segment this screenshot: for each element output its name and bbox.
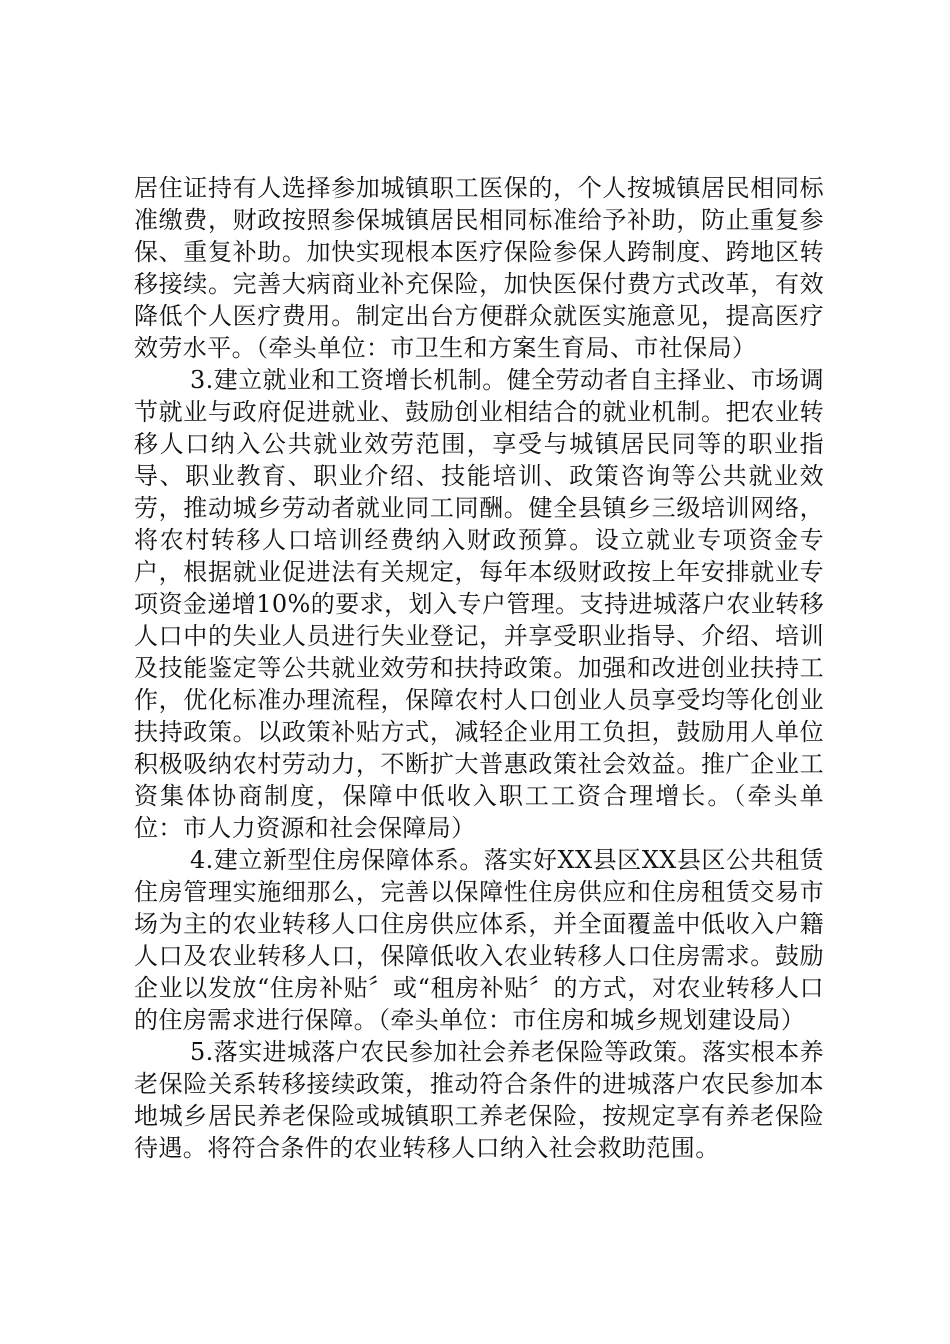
paragraph-employment-wage: 3.建立就业和工资增长机制。健全劳动者自主择业、市场调节就业与政府促进就业、鼓励创业相结合的就业机制。把农业转移人口纳入公共就业效劳范围，享受与城镇居民同等的职业指导、职业教育、职业介绍、技能培训、政策咨询等公共就业效劳，推动城乡劳动者就业同工同酬。健全县镇乡三级培训网络，将农村转移人口培训经费纳入财政预算。设立就业专项资金专户，根据就业促进法有关规定，每年本级财政按上年安排就业专项资金递增10%的要求，划入专户管理。支持进城落户农业转移人口中的失业人员进行失业登记，并享受职业指导、介绍、培训及技能鉴定等公共就业效劳和扶持政策。加强和改进创业扶持工作，优化标准办理流程，保障农村人口创业人员享受均等化创业扶持政策。以政策补贴方式，减轻企业用工负担，鼓励用人单位积极吸纳农村劳动力，不断扩大普惠政策社会效益。推广企业工资集体协商制度，保障中低收入职工工资合理增长。（牵头单位：市人力资源和社会保障局） xyxy=(134,366,824,842)
paragraph-housing-security: 4.建立新型住房保障体系。落实好XX县区XX县区公共租赁住房管理实施细那么，完善以保障性住房供应和住房租赁交易市场为主的农业转移人口住房供应体系，并全面覆盖中低收入户籍人口及农业转移人口，保障低收入农业转移人口住房需求。鼓励企业以发放“住房补贴〞或“租房补贴〞的方式，对农业转移人口的住房需求进行保障。（牵头单位：市住房和城乡规划建设局） xyxy=(134,846,824,1034)
document-body xyxy=(134,172,824,1164)
paragraph-pension-insurance: 5.落实进城落户农民参加社会养老保险等政策。落实根本养老保险关系转移接续政策，推动符合条件的进城落户农民参加本地城乡居民养老保险或城镇职工养老保险，按规定享有养老保险待遇。将符合条件的农业转移人口纳入社会救助范围。 xyxy=(134,1038,824,1162)
paragraph-medical-insurance: 居住证持有人选择参加城镇职工医保的，个人按城镇居民相同标准缴费，财政按照参保城镇居民相同标准给予补助，防止重复参保、重复补助。加快实现根本医疗保险参保人跨制度、跨地区转移接续。完善大病商业补充保险，加快医保付费方式改革，有效降低个人医疗费用。制定出台方便群众就医实施意见，提高医疗效劳水平。（牵头单位：市卫生和方案生育局、市社保局） xyxy=(134,174,824,362)
